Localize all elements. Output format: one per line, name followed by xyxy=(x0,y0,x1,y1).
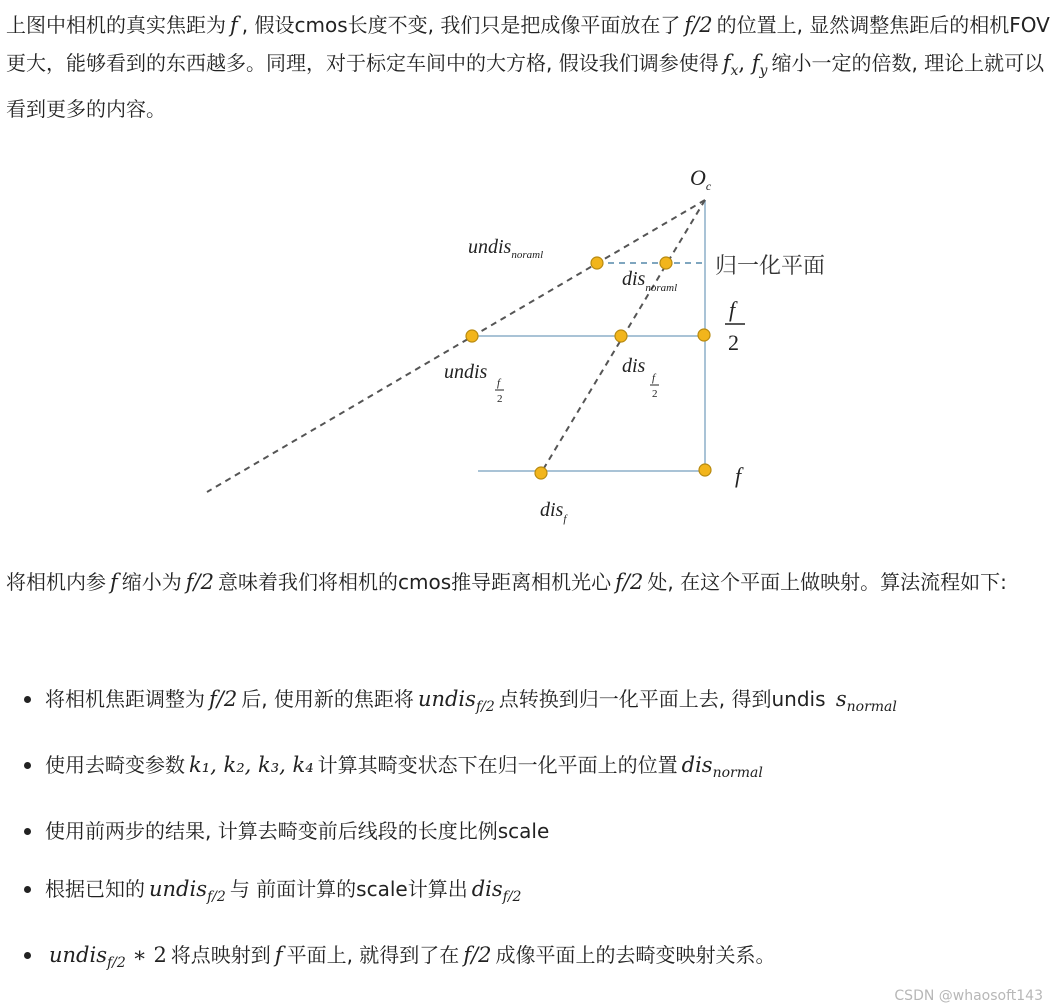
text: 意味着我们将相机的cmos推导距离相机光心 xyxy=(218,570,612,594)
label-f-half-den: 2 xyxy=(728,330,739,355)
math: f/2 xyxy=(185,570,214,594)
math: $f_x$, $f_y$ xyxy=(722,51,768,79)
list-item: undis$_{f/2}$ ∗ 2 将点映射到 f 平面上, 就得到了在 f/2 成像平面上的去畸变映射关系。 xyxy=(0,934,1050,984)
math: f xyxy=(230,13,238,37)
point-f-axis xyxy=(699,464,711,476)
focal-plane-diagram xyxy=(0,140,1057,540)
list-item: 根据已知的 undis$_{f/2}$ 与 前面计算的scale计算出 dis$_{f/2}$ xyxy=(0,868,1050,918)
watermark: CSDN @whaosoft143 xyxy=(894,988,1043,1004)
math: f/2 xyxy=(615,570,644,594)
point-undis-normal xyxy=(591,257,603,269)
label-dis-f: dis$_f$ xyxy=(540,499,567,525)
intro-paragraph xyxy=(6,6,1051,128)
point-dis-f2 xyxy=(615,330,627,342)
list-item: 使用前两步的结果, 计算去畸变前后线段的长度比例scale xyxy=(0,810,1050,852)
text: 处, 在这个平面上做映射。算法流程如下: xyxy=(647,570,1007,594)
label-dis-f2: dis xyxy=(622,355,646,377)
point-f2-axis xyxy=(698,329,710,341)
label-f: f xyxy=(735,463,742,488)
point-undis-f2 xyxy=(466,330,478,342)
undistorted-ray xyxy=(207,200,705,492)
list-item: 将相机焦距调整为 f/2 后, 使用新的焦距将 undis$_{f/2}$ 点转换到归一化平面上去, 得到undis $s_{normal}$ xyxy=(0,678,1050,728)
text: 上图中相机的真实焦距为 xyxy=(6,13,226,37)
math: f/2 xyxy=(684,13,713,37)
point-dis-f xyxy=(535,467,547,479)
algorithm-steps xyxy=(0,678,1050,1000)
text: 缩小为 xyxy=(121,570,182,594)
math: f xyxy=(110,570,118,594)
label-undis-normal: undis$_{noraml}$ xyxy=(468,236,544,261)
text: 缩小一定的倍数, 理论上就可以看到更多的内容。 xyxy=(6,51,1045,121)
point-dis-normal xyxy=(660,257,672,269)
label-f-half-num: f xyxy=(729,297,736,322)
svg-text:f: f xyxy=(652,372,656,384)
label-undis-f2: undis xyxy=(444,361,488,383)
label-dis-normal: dis$_{noraml}$ xyxy=(622,268,678,294)
svg-text:f: f xyxy=(497,377,501,389)
list-item: 使用去畸变参数 k₁, k₂, k₃, k₄ 计算其畸变状态下在归一化平面上的位置 dis$_{normal}$ xyxy=(0,744,1050,794)
svg-text:2: 2 xyxy=(497,393,503,405)
svg-text:2: 2 xyxy=(652,388,658,400)
text: 将相机内参 xyxy=(6,570,106,594)
text: , 假设cmos长度不变, 我们只是把成像平面放在了 xyxy=(241,13,681,37)
method-paragraph xyxy=(6,563,1051,601)
label-normal-plane: 归一化平面 xyxy=(715,254,826,279)
label-oc: $O_c$ xyxy=(690,165,712,193)
text: 的位置上, 显然调整焦距后的相机FOV更大，能够看到的东西越多。同理，对于标定车间中的大方格, 假设我们调参使得 xyxy=(6,13,1050,75)
